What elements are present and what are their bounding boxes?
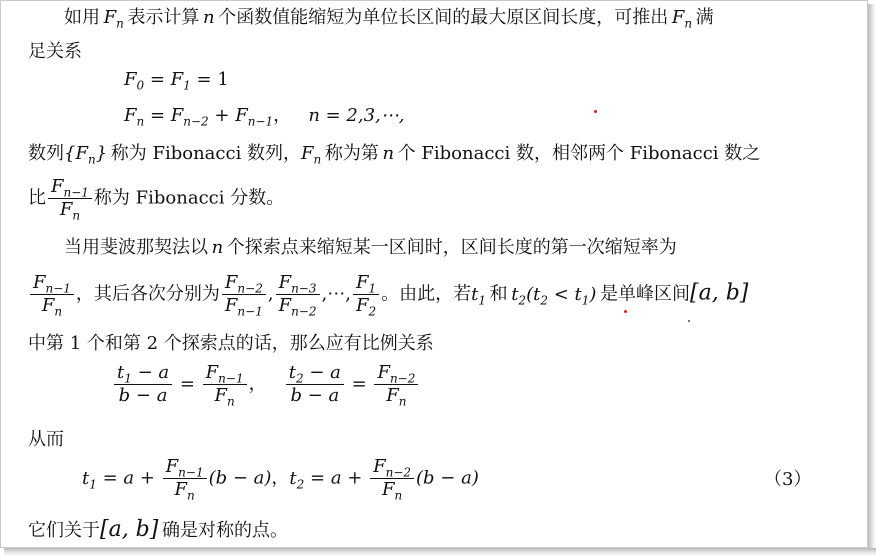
math-Fn: $F_n$: [100, 7, 124, 31]
text-run: 中第 1 个和第 2 个探索点的话，那么应有比例关系: [28, 333, 434, 354]
text-run: 它们关于: [28, 520, 100, 541]
text-run: 。由此，若: [381, 283, 472, 305]
fraction-Fn2-Fn1: $\frac{F_{n-2}}{F_{n-1}}$: [222, 272, 266, 317]
text-run: 个探索点来缩短某一区间时，区间长度的第一次缩短率为: [226, 237, 677, 258]
stray-mark: [594, 110, 597, 113]
paragraph-8: 它们关于[a, b] 确是对称的点。: [28, 517, 288, 542]
text-run: 足关系: [28, 41, 82, 62]
text-run: 满: [695, 7, 714, 28]
paragraph-1-line-2: [28, 40, 82, 64]
equation-range: n = 2,3,⋯,: [308, 105, 405, 126]
paragraph-6: [28, 332, 434, 356]
paragraph-4: 当用斐波那契法以 n 个探索点来缩短某一区间时，区间长度的第一次缩短率为: [64, 237, 677, 258]
text-run: 数列: [28, 143, 64, 164]
text-run: ，其后各次分别为: [75, 283, 220, 305]
paragraph-7: [28, 428, 64, 452]
equation-F0-F1: $F_0 = F_1 = 1$: [124, 69, 229, 93]
math-n: n: [199, 7, 219, 28]
equation-t1-t2: $t_1 = a$ + $\frac{F_{n-1}}{F_n}$ (b − a)，$t_2 = a$ + $\frac{F_{n-2}}{F_n}$ (b − a): [82, 456, 479, 503]
text-run: 称为第: [324, 143, 379, 164]
text-run: 当用斐波那契法以: [64, 237, 208, 258]
fraction-Fn1-Fn: $\frac{F_{n-1}}{F_n}$: [30, 272, 74, 317]
text-run: 确是对称的点。: [161, 520, 288, 541]
text-run: 比: [28, 187, 46, 209]
text-run: 称为 Fibonacci 分数。: [93, 187, 285, 209]
text-run: 是单峰区间: [600, 283, 691, 305]
text-run: 表示计算: [127, 7, 200, 28]
equation-number: （3）: [764, 469, 812, 490]
paragraph-1-line-1: [64, 6, 714, 30]
equation-recurrence: $F_n = F_{n-2} + F_{n-1}$， n = 2,3,⋯,: [124, 105, 405, 129]
equation-proportions: $\frac{t_1 - a}{b - a}$ = $\frac{F_{n-1}}{F_n}$ ， $\frac{t_2 - a}{b - a}$ = $\frac{F_{n-2}}{F_n}$: [112, 362, 420, 407]
text-run: 和: [489, 283, 508, 305]
text-run: 个 Fibonacci 数，相邻两个 Fibonacci 数之: [397, 143, 761, 164]
stray-mark: [624, 310, 627, 313]
paragraph-3: [28, 176, 284, 221]
text-run: 称为 Fibonacci 数列，: [110, 143, 302, 164]
fraction-Fn1-Fn: $\frac{F_{n-1}}{F_n}$: [203, 362, 247, 407]
paragraph-2: 数列$\{F_n\}$ 称为 Fibonacci 数列，$F_n$ 称为第 n 个 Fibonacci 数，相邻两个 Fibonacci 数之: [28, 143, 761, 167]
fraction-F1-F2: $\frac{F_1}{F_2}$: [353, 272, 379, 317]
fraction-Fn2-Fn: $\frac{F_{n-2}}{F_n}$: [370, 456, 414, 501]
text-run: 从而: [28, 429, 64, 450]
fraction-Fn1-Fn: $\frac{F_{n-1}}{F_n}$: [48, 176, 92, 221]
paragraph-5: $\frac{F_{n-1}}{F_n}$ ，其后各次分别为 $\frac{F_{n-2}}{F_{n-1}}$ , $\frac{F_{n-3}}{F_{n-2}}$ ,⋯, $\frac{F_1}{F_2}$ 。由此，若$t_1$ 和 $t_2(t_2 < t_1)$ 是单峰区间[a, b]: [28, 272, 748, 317]
text-run: 如用: [64, 7, 100, 28]
page-shadow-bottom: [4, 548, 876, 556]
fraction-Fn3-Fn2: $\frac{F_{n-3}}{F_{n-2}}$: [276, 272, 320, 317]
page-shadow-right: [868, 4, 876, 556]
fraction-Fn1-Fn: $\frac{F_{n-1}}{F_n}$: [163, 456, 207, 501]
math-Fn: $F_n$: [668, 7, 693, 31]
fraction-t1a-ba: $\frac{t_1 - a}{b - a}$: [114, 362, 172, 407]
text-run: 个函数值能缩短为单位长区间的最大原区间长度，可推出: [218, 7, 669, 28]
stray-mark: [688, 320, 690, 322]
fraction-t2a-ba: $\frac{t_2 - a}{b - a}$: [286, 362, 344, 407]
fraction-Fn2-Fn: $\frac{F_{n-2}}{F_n}$: [374, 362, 418, 407]
